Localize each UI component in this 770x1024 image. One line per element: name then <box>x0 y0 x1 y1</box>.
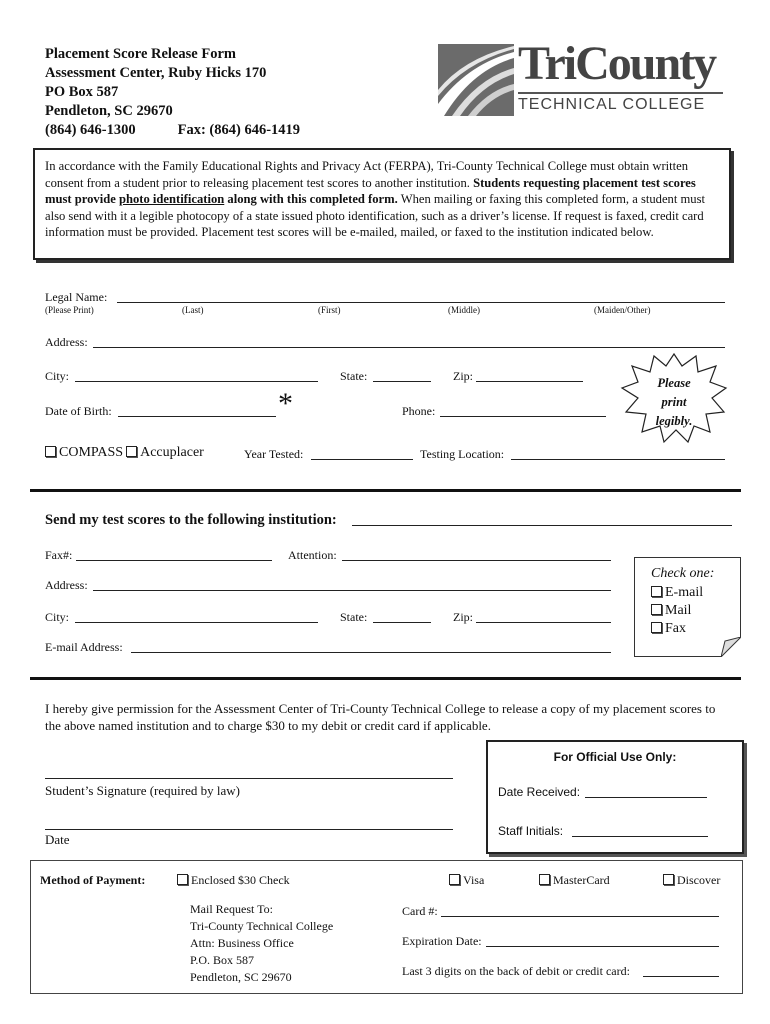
discover-checkbox[interactable] <box>663 874 674 885</box>
notice-photo-id: photo identification <box>118 192 225 207</box>
check-option <box>177 873 290 888</box>
section-divider-2 <box>30 677 741 680</box>
city-label: City: <box>45 369 70 383</box>
logo-subtitle: TECHNICAL COLLEGE <box>518 96 706 113</box>
logo-wordmark: TriCounty <box>518 37 716 90</box>
mail-checkbox[interactable] <box>651 604 662 615</box>
phone-field[interactable] <box>440 416 606 417</box>
fax-option-label: Fax <box>665 621 686 636</box>
mail-request-label: Mail Request To: <box>190 902 273 916</box>
check-mail-option <box>651 603 691 619</box>
first-label: (First) <box>318 305 341 315</box>
address-label: Address: <box>45 335 88 349</box>
state-label: State: <box>340 369 368 383</box>
notice-text-2: When mailing or faxing this completed form, a student must also send with it a legible photocopy of a state issued photo identification, such as a driver’s license. If request is faxed, credit card information must be provided. Placement test scores will be e-mailed, mailed, or faxed to the institution indicated below. <box>45 192 705 240</box>
inst-address-field[interactable] <box>93 590 611 591</box>
accuplacer-checkbox[interactable] <box>126 446 137 457</box>
card-number-label: Card #: <box>402 904 438 918</box>
header-phone: (864) 646-1300 <box>45 122 136 138</box>
mail-request-address <box>190 901 333 986</box>
check-checkbox[interactable] <box>177 874 188 885</box>
notice-text-1: In accordance with the Family Educational Rights and Privacy Act (FERPA), Tri-County Technical College must obtain written consent from a student prior to releasing placement test scores to another institution. <box>45 159 689 190</box>
accuplacer-label: Accuplacer <box>140 445 204 460</box>
date-field[interactable] <box>45 829 453 830</box>
maiden-label: (Maiden/Other) <box>594 305 651 315</box>
mail-line-1: Tri-County Technical College <box>190 919 334 933</box>
attention-label: Attention: <box>288 548 337 562</box>
last-label: (Last) <box>182 305 204 315</box>
page-curl-icon <box>721 637 741 657</box>
city-field[interactable] <box>75 381 318 382</box>
testing-location-field[interactable] <box>511 459 725 460</box>
compass-checkbox[interactable] <box>45 446 56 457</box>
permission-statement: I hereby give permission for the Assessment Center of Tri-County Technical College to release a copy of my placement scores to the above named institution and to charge $30 to my debit or credit card if applicable. <box>45 701 716 733</box>
mail-line-3: P.O. Box 587 <box>190 953 255 967</box>
staff-initials-label: Staff Initials: <box>498 824 564 838</box>
mastercard-checkbox[interactable] <box>539 874 550 885</box>
check-option-label: Enclosed $30 Check <box>191 873 290 887</box>
header-pobox: PO Box 587 <box>45 84 119 100</box>
inst-email-field[interactable] <box>131 652 611 653</box>
date-received-label: Date Received: <box>498 785 581 799</box>
card-number-field[interactable] <box>441 916 719 917</box>
phone-label: Phone: <box>402 404 436 418</box>
inst-fax-label: Fax#: <box>45 548 73 562</box>
inst-email-label: E-mail Address: <box>45 640 123 654</box>
visa-label: Visa <box>463 873 485 887</box>
zip-label: Zip: <box>453 369 473 383</box>
legal-name-label: Legal Name: <box>45 290 108 304</box>
official-title: For Official Use Only: <box>553 750 677 764</box>
signature-label: Student’s Signature (required by law) <box>45 783 240 798</box>
form-header <box>45 45 300 140</box>
form-title: Placement Score Release Form <box>45 46 236 62</box>
college-logo <box>438 37 728 116</box>
date-label: Date <box>45 832 70 847</box>
check-one-title: Check one: <box>651 566 715 581</box>
institution-name-field[interactable] <box>352 525 732 526</box>
signature-field[interactable] <box>45 778 453 779</box>
header-fax: Fax: (864) 646-1419 <box>177 122 301 138</box>
header-address-line: Assessment Center, Ruby Hicks 170 <box>45 65 267 81</box>
visa-option <box>449 873 484 888</box>
inst-address-label: Address: <box>45 578 88 592</box>
address-field[interactable] <box>93 347 725 348</box>
notice-bold-1: Students requesting placement test scores must provide <box>45 175 696 207</box>
test-type-row <box>45 445 204 461</box>
please-print-label: (Please Print) <box>45 305 94 315</box>
compass-label: COMPASS <box>59 445 124 460</box>
inst-state-field[interactable] <box>373 622 431 623</box>
burst-text <box>620 374 728 431</box>
header-city: Pendleton, SC 29670 <box>45 103 173 119</box>
section-divider <box>30 489 741 492</box>
discover-option <box>663 873 720 888</box>
inst-fax-field[interactable] <box>76 560 272 561</box>
attention-field[interactable] <box>342 560 611 561</box>
burst-line-1: Please <box>657 376 691 390</box>
staff-initials-field[interactable] <box>572 836 708 837</box>
logo-divider <box>518 92 723 94</box>
middle-label: (Middle) <box>448 305 480 315</box>
logo-swoosh-icon <box>438 44 514 116</box>
official-use-box <box>486 740 744 854</box>
ferpa-notice <box>33 148 731 260</box>
state-field[interactable] <box>373 381 431 382</box>
inst-city-field[interactable] <box>75 622 318 623</box>
legal-name-field[interactable] <box>117 302 725 303</box>
year-tested-field[interactable] <box>311 459 413 460</box>
mastercard-label: MasterCard <box>553 873 610 887</box>
institution-heading: Send my test scores to the following institution: <box>45 512 337 528</box>
inst-state-label: State: <box>340 610 368 624</box>
check-email-option <box>651 585 703 601</box>
email-option-label: E-mail <box>665 585 704 600</box>
year-tested-label: Year Tested: <box>244 447 304 461</box>
dob-field[interactable] <box>118 416 276 417</box>
burst-line-3: legibly. <box>655 414 693 428</box>
please-print-burst <box>620 352 728 444</box>
testing-location-label: Testing Location: <box>420 447 505 461</box>
mail-line-4: Pendleton, SC 29670 <box>190 970 292 984</box>
burst-line-2: print <box>661 395 687 409</box>
header-contact <box>45 121 300 140</box>
expiration-label: Expiration Date: <box>402 934 482 948</box>
check-one-box <box>634 557 741 657</box>
fax-checkbox[interactable] <box>651 622 662 633</box>
inst-zip-label: Zip: <box>453 610 473 624</box>
zip-field[interactable] <box>476 381 583 382</box>
notice-bold-2: along with this completed form. <box>227 192 398 207</box>
mastercard-option <box>539 873 610 888</box>
expiration-field[interactable] <box>486 946 719 947</box>
date-received-field[interactable] <box>585 797 707 798</box>
inst-city-label: City: <box>45 610 70 624</box>
check-fax-option <box>651 621 686 637</box>
inst-zip-field[interactable] <box>476 622 611 623</box>
mail-option-label: Mail <box>665 603 692 618</box>
discover-label: Discover <box>677 873 721 887</box>
visa-checkbox[interactable] <box>449 874 460 885</box>
last3-label: Last 3 digits on the back of debit or credit card: <box>402 964 630 978</box>
dob-label: Date of Birth: <box>45 404 112 418</box>
mail-line-2: Attn: Business Office <box>190 936 294 950</box>
last3-field[interactable] <box>643 976 719 977</box>
email-checkbox[interactable] <box>651 586 662 597</box>
asterisk-mark: * <box>278 387 293 420</box>
method-of-payment-label: Method of Payment: <box>40 873 146 887</box>
payment-box <box>30 860 743 994</box>
